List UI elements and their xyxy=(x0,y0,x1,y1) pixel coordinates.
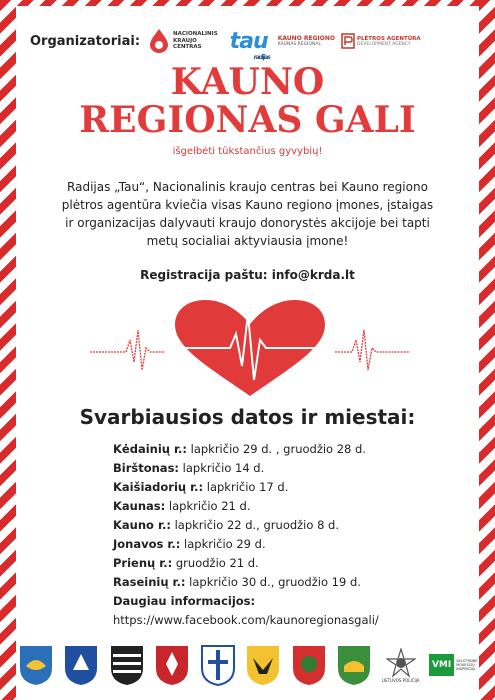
agency-icon xyxy=(341,33,355,49)
list-item xyxy=(113,573,465,592)
tau-logo-text: tau xyxy=(229,28,268,54)
date-value: lapkričio 17 d. xyxy=(203,480,289,494)
date-value: gruodžio 21 d. xyxy=(172,556,259,570)
kr-logo-line1: KAUNO REGIONO xyxy=(277,35,335,42)
place-label: Prienų r.: xyxy=(113,556,173,570)
blood-drop-icon xyxy=(148,28,170,54)
municipality-crests xyxy=(18,640,477,690)
place-label: Birštonas: xyxy=(113,461,180,475)
crest-kaunas-icon xyxy=(154,644,190,686)
date-value: lapkričio 29 d. , gruodžio 28 d. xyxy=(186,442,366,456)
kr-logo-line2: KAUNAS REGIONAL xyxy=(277,42,321,47)
nkc-logo-line1: NACIONALINIS xyxy=(173,31,218,38)
more-info-label xyxy=(113,592,465,611)
list-item xyxy=(113,478,465,497)
pa-logo-line2: DEVELOPMENT AGENCY xyxy=(357,41,411,47)
date-value: lapkričio 21 d. xyxy=(165,499,251,513)
organizers-label: Organizatoriai: xyxy=(30,33,141,49)
crest-striped-icon xyxy=(109,644,145,686)
tau-logo-sub: radijas xyxy=(253,53,270,61)
list-item xyxy=(113,516,465,535)
crest-fish-icon xyxy=(18,644,54,686)
date-value: lapkričio 22 d., gruodžio 8 d. xyxy=(170,518,340,532)
vmi-text: VMI xyxy=(429,654,454,676)
dates-heading: Svarbiausios datos ir miestai: xyxy=(79,405,416,429)
list-item xyxy=(113,440,465,459)
date-value: lapkričio 29 d. xyxy=(180,537,266,551)
registration-email[interactable]: Registracija paštu: info@krda.lt xyxy=(140,268,355,282)
nkc-logo-line3: CENTRAS xyxy=(173,44,202,51)
nkc-logo-line2: KRAUJO xyxy=(173,37,197,44)
date-value: lapkričio 30 d., gruodžio 19 d. xyxy=(185,575,361,589)
dates-list xyxy=(113,440,465,630)
top-border xyxy=(0,0,495,6)
title-line-1: KAUNO xyxy=(170,61,325,103)
crest-eagle-icon xyxy=(245,644,281,686)
crest-bird-icon xyxy=(63,644,99,686)
kauno-regionas-logo xyxy=(278,35,335,47)
facebook-link[interactable]: https://www.facebook.com/kaunoregionasgali/ xyxy=(113,613,379,627)
heartbeat-graphic xyxy=(90,300,410,400)
place-label: Kėdainių r.: xyxy=(113,442,187,456)
tau-radio-logo xyxy=(229,28,270,61)
crest-animal-icon xyxy=(336,644,372,686)
place-label: Kauno r.: xyxy=(113,518,171,532)
subtitle: išgelbėti tūkstančius gyvybių! xyxy=(172,146,323,157)
vmi-subtext: VALSTYBINĖ MOKESČIŲ INSPEKCIJA xyxy=(456,659,478,671)
invitation-text: Radijas „Tau“, Nacionalinis kraujo centras bei Kauno regiono plėtros agentūra kviečia visas Kauno regiono įmones, įstaigas ir organizacijas dalyvauti kraujo donorystės akcijoje bei tapti metų socialiai aktyviausia įmone! xyxy=(61,180,434,248)
crest-cross-icon xyxy=(200,644,236,686)
crest-rider-icon xyxy=(291,644,327,686)
place-label: Raseinių r.: xyxy=(113,575,186,589)
pletros-agentura-logo xyxy=(341,33,421,49)
list-item xyxy=(113,535,465,554)
list-item xyxy=(113,497,465,516)
organizers-header xyxy=(30,18,471,64)
heart-icon xyxy=(90,300,410,400)
place-label: Jonavos r.: xyxy=(113,537,181,551)
pa-logo-line1: PLĖTROS AGENTŪRA xyxy=(357,35,421,42)
nkc-logo xyxy=(148,28,218,54)
date-value: lapkričio 14 d. xyxy=(179,461,265,475)
place-label: Kaišiadorių r.: xyxy=(113,480,204,494)
title-line-2: REGIONAS GALI xyxy=(79,99,416,141)
list-item xyxy=(113,459,465,478)
police-star-icon xyxy=(386,648,416,678)
police-text: LIETUVOS POLICIJA xyxy=(381,677,420,683)
more-info-text: Daugiau informacijos: xyxy=(113,594,256,608)
police-logo xyxy=(382,648,420,683)
place-label: Kaunas: xyxy=(113,499,166,513)
list-item xyxy=(113,554,465,573)
vmi-logo xyxy=(429,650,477,680)
